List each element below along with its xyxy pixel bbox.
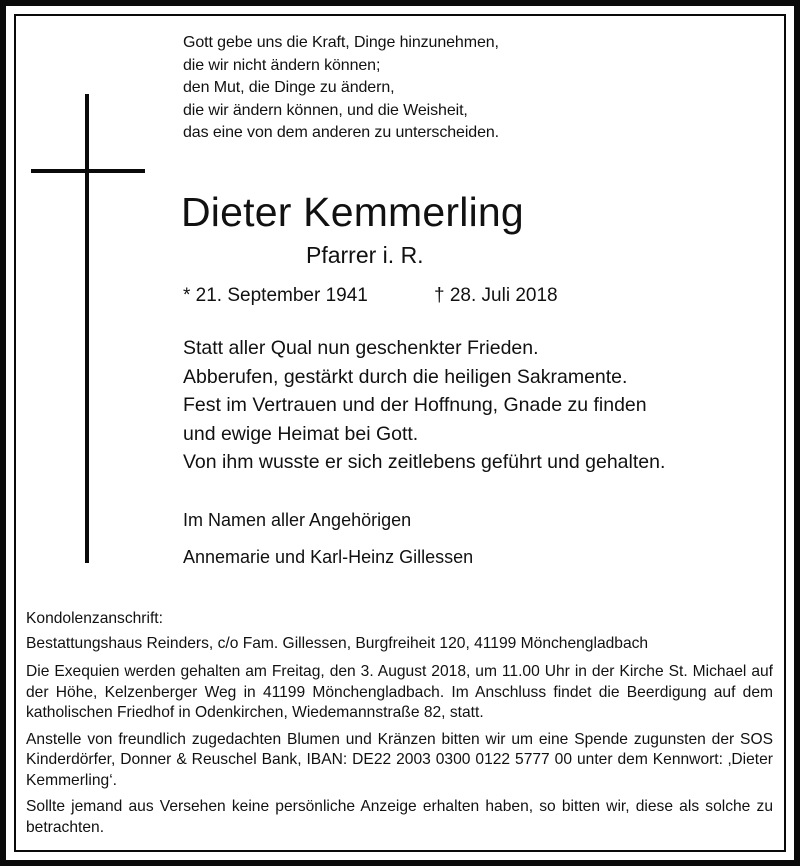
quote-line: den Mut, die Dinge zu ändern, bbox=[183, 79, 395, 96]
verse-line: Fest im Vertrauen und der Hoffnung, Gnade zu finden bbox=[183, 394, 647, 417]
funeral-service-info: Die Exequien werden gehalten am Freitag, den 3. August 2018, um 11.00 Uhr in der Kirche St. Michael auf der Höhe, Kelzenberger Weg in 41199 Mönchengladbach. Im Anschluss findet die Beerdigung auf dem katholischen Friedhof in Odenkirchen, Wiedemannstraße 82, statt. bbox=[26, 663, 773, 721]
quote-line: das eine von dem anderen zu unterscheiden. bbox=[183, 124, 500, 141]
cross-horizontal-bar bbox=[31, 169, 145, 173]
quote-line: Gott gebe uns die Kraft, Dinge hinzunehmen, bbox=[183, 34, 499, 51]
cross-vertical-bar bbox=[85, 94, 89, 563]
signoff-intro: Im Namen aller Angehörigen bbox=[183, 510, 412, 530]
notice-text: Sollte jemand aus Versehen keine persönliche Anzeige erhalten haben, so bitten wir, diese als solche zu betrachten. bbox=[26, 798, 773, 836]
quote-line: die wir nicht ändern können; bbox=[183, 56, 381, 74]
death-date: † 28. Juli 2018 bbox=[434, 285, 558, 306]
verse-line: und ewige Heimat bei Gott. bbox=[183, 422, 419, 445]
funeral-details bbox=[26, 609, 773, 844]
donation-info: Anstelle von freundlich zugedachten Blumen und Kränzen bitten wir um eine Spende zugunsten der SOS Kinderdörfer, Donner & Reuschel Bank, IBAN: DE22 2003 0300 0122 5777 00 unter dem Kennwort: ‚Dieter Kemmerling‘. bbox=[26, 730, 773, 789]
life-dates bbox=[183, 283, 558, 309]
deceased-title: Pfarrer i. R. bbox=[306, 242, 424, 268]
serenity-prayer bbox=[183, 32, 499, 145]
memorial-verses bbox=[183, 334, 665, 477]
verse-line: Statt aller Qual nun geschenkter Frieden. bbox=[183, 337, 539, 359]
verse-line: Von ihm wusste er sich zeitlebens geführt und gehalten. bbox=[183, 451, 666, 474]
birth-date: * 21. September 1941 bbox=[183, 285, 368, 306]
condolence-address: Bestattungshaus Reinders, c/o Fam. Gillessen, Burgfreiheit 120, 41199 Mönchengladbach bbox=[26, 634, 649, 652]
verse-line: Abberufen, gestärkt durch die heiligen Sakramente. bbox=[183, 365, 628, 388]
signoff-names: Annemarie und Karl-Heinz Gillessen bbox=[183, 547, 474, 567]
deceased-name: Dieter Kemmerling bbox=[181, 189, 524, 235]
quote-line: die wir ändern können, und die Weisheit, bbox=[183, 101, 468, 119]
condolence-label: Kondolenzanschrift: bbox=[26, 610, 163, 627]
